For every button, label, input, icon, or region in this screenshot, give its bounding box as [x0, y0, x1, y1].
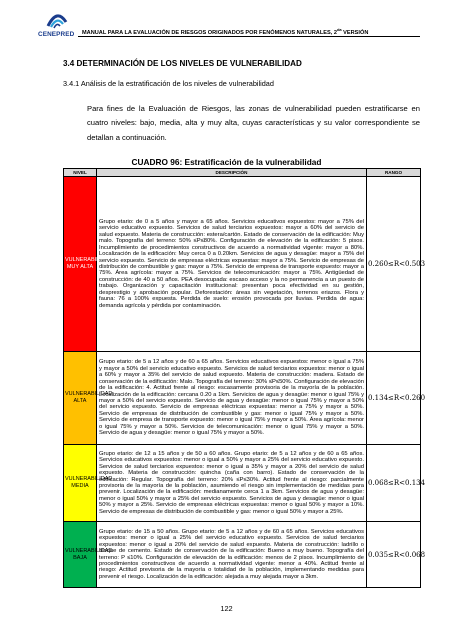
description-cell: Grupo etario: de 5 a 12 años y de 60 a 65 años. Servicios educativos expuestos: menor o igual a 75% y mayor a 50% del servicio educativo expuesto. Servicios de salud terciarios expuestos: menor o igual a 60% y mayor a 35% del servicio de salud expuesto. Materia de construcción: madera. Estado de conservación de la edificación: Malo. Topografía del terreno: 30% ≤P≤50%. Configuración de elevación de la edificación: 4. Actitud frente al riesgo: escasamente provisoria de la mayoría de la población. Localización de la edificación: cercana 0.20 a 1km. Servicios de agua y desagüe: menor o igual 75% y mayor a 50% del servicio expuesto. Servicio de agua y desagüe: menor o igual 75% y mayor a 50% del servicio expuesto. Servicio de empresas eléctricas expuestas: menor a 75% y mayor a 50%. Servicio de empresas de distribución de combustible y gas: menor o igual 75% y mayor a 50%. Servicio de empresa de transporte expuesto: menor o igual 75% y mayor a 50%. Área agrícola: menor o igual 75% y mayor a 50%. Servicios de telecomunicación: menor o igual 75% y mayor a 50%. Servicio de agua y desagüe: menor o igual 75% y mayor a 50%.	[97, 352, 367, 445]
range-cell: 0.035≤R<0.068	[367, 522, 421, 588]
level-label: VULNERABILIDAD MUY ALTA	[65, 257, 113, 270]
level-label: VULNERABILIDAD BAJA	[65, 547, 113, 561]
table-row	[64, 522, 421, 588]
range-cell: 0.134≤R<0.260	[367, 352, 421, 445]
logo-text: CENEPRED	[38, 31, 75, 38]
header-nivel: NIVEL	[64, 169, 97, 177]
level-label: VULNERABILIDAD ALTA	[65, 391, 113, 404]
table-row	[64, 352, 421, 445]
level-label: VULNERABILIDAD MEDIA	[65, 476, 113, 489]
intro-paragraph: Para fines de la Evaluación de Riesgos, las zonas de vulnerabilidad pueden estratificarse en cuatro niveles: bajo, media, alta y muy alta, cuyas características y su valor correspondiente se detallan a continuación.	[87, 104, 420, 142]
level-cell-high	[64, 352, 113, 445]
level-cell-low	[64, 522, 113, 588]
table-row	[64, 177, 421, 352]
page-number: 122	[220, 604, 233, 613]
description-cell: Grupo etario: de 0 a 5 años y mayor a 65 años. Servicios educativos expuestos: mayor a 75% del servicio educativo expuesto. Servicios de salud terciarios expuestos: mayor a 60% del servicio de salud expuesto. Materia de construcción: estera/cartón. Estado de conservación de la edificación: Muy malo. Topografía del terreno: 50% ≤P≤80%. Configuración de elevación de la edificación: 5 pisos. Incumplimiento de procedimientos constructivos de acuerdo a normatividad vigente: mayor a 80%. Localización de la edificación: Muy cerca 0 a 0.20km. Servicios de agua y desagüe: mayor a 75% del servicio expuesto. Servicio de empresas eléctricas expuestas: mayor a 75%. Servicio de empresas de distribución de combustible y gas: mayor a 75%. Servicio de empresa de transporte expuesto: mayor a 75%. Área agrícola: mayor a 75%. Servicios de telecomunicación: mayor a 75%. Antigüedad de construcción: de 40 a 50 años. PEA desocupada: escaso acceso y la no permanencia a un puesto de trabajo. Organización y capacitación institucional: presentan poca efectividad en su gestión, desprestigio y aprobación popular. Deforestación: áreas sin vegetación, terrenos eriazos. Flora y fauna: 76 a 100% expuesta. Perdida de suelo: erosión provocada por lluvias. Perdida de agua: demanda agrícola y pérdida por contaminación.	[97, 177, 367, 352]
header-divider	[78, 36, 420, 37]
header-title: MANUAL PARA LA EVALUACIÓN DE RIESGOS ORIGINADOS POR FENÓMENOS NATURALES, $2^{da}$ VERSIÓN	[82, 27, 369, 36]
description-cell: Grupo etario: de 15 a 50 años. Grupo etario: de 5 a 12 años y de 60 a 65 años. Servicios educativos expuestos: menor o igual a 25% del servicio educativo expuesto. Servicios de salud terciarios expuestos: menor o igual a 20% del servicio de salud expuesto. Materia de construcción: ladrillo o bloque de cemento. Estado de conservación de la edificación: Bueno a muy bueno. Topografía del terreno: P ≤10%. Configuración de elevación de la edificación: menos de 2 pisos. Incumplimiento de procedimientos constructivos de acuerdo a normatividad vigente: menor a 40%. Actitud frente al riesgo: Actitud previsoria de la mayoría o totalidad de la población, implementando medidas para prevenir el riesgo. Localización de la edificación: alejada a muy alejada mayor a 3km.	[97, 522, 367, 588]
cenepred-logo	[38, 14, 80, 40]
range-cell: 0.260≤R<0.503	[367, 177, 421, 352]
level-cell-medium	[64, 445, 113, 522]
table-row	[64, 445, 421, 522]
level-cell-very-high	[64, 177, 113, 352]
range-cell: 0.068≤R<0.134	[367, 445, 421, 522]
description-cell: Grupo etario: de 12 a 15 años y de 50 a 60 años. Grupo etario: de 5 a 12 años y de 60 a 65 años. Servicios educativos expuestos: menor o igual a 50% y mayor a 25% del servicio educativo expuesto. Servicios de salud terciarios expuestos: menor o igual a 35% y mayor a 20% del servicio de salud expuesto. Materia de construcción: quincha (caña con barro). Estado de conservación de la edificación: Regular. Topografía del terreno: 20% ≤P≤30%. Actitud frente al riesgo: parcialmente provisoria de la mayoría de la población, asumiendo el riesgo sin implementación de medidas para prevenir. Localización de la edificación: medianamente cerca 1 a 3km. Servicios de agua y desagüe: menor o igual 50% y mayor a 25% del servicio expuesto. Servicios de agua y desagüe: menor o igual 50% y mayor a 25%. Servicio de empresas eléctricas expuestas: menor o igual 50% y mayor a 10%. Servicio de empresas de distribución de combustible y gas: menor o igual 50% y mayor a 25%.	[97, 445, 367, 522]
table-header-row	[64, 169, 421, 177]
logo-emblem-icon	[46, 14, 68, 32]
page-header	[38, 14, 420, 40]
section-title: 3.4 DETERMINACIÓN DE LOS NIVELES DE VULNERABILIDAD	[63, 59, 302, 68]
subsection-title: 3.4.1 Análisis de la estratificación de los niveles de vulnerabilidad	[63, 79, 274, 88]
vulnerability-table	[63, 168, 426, 588]
header-descripcion: DESCRIPCIÓN	[97, 169, 367, 177]
table-caption: CUADRO 96: Estratificación de la vulnerabilidad	[131, 157, 322, 167]
header-rango: RANGO	[367, 169, 421, 177]
